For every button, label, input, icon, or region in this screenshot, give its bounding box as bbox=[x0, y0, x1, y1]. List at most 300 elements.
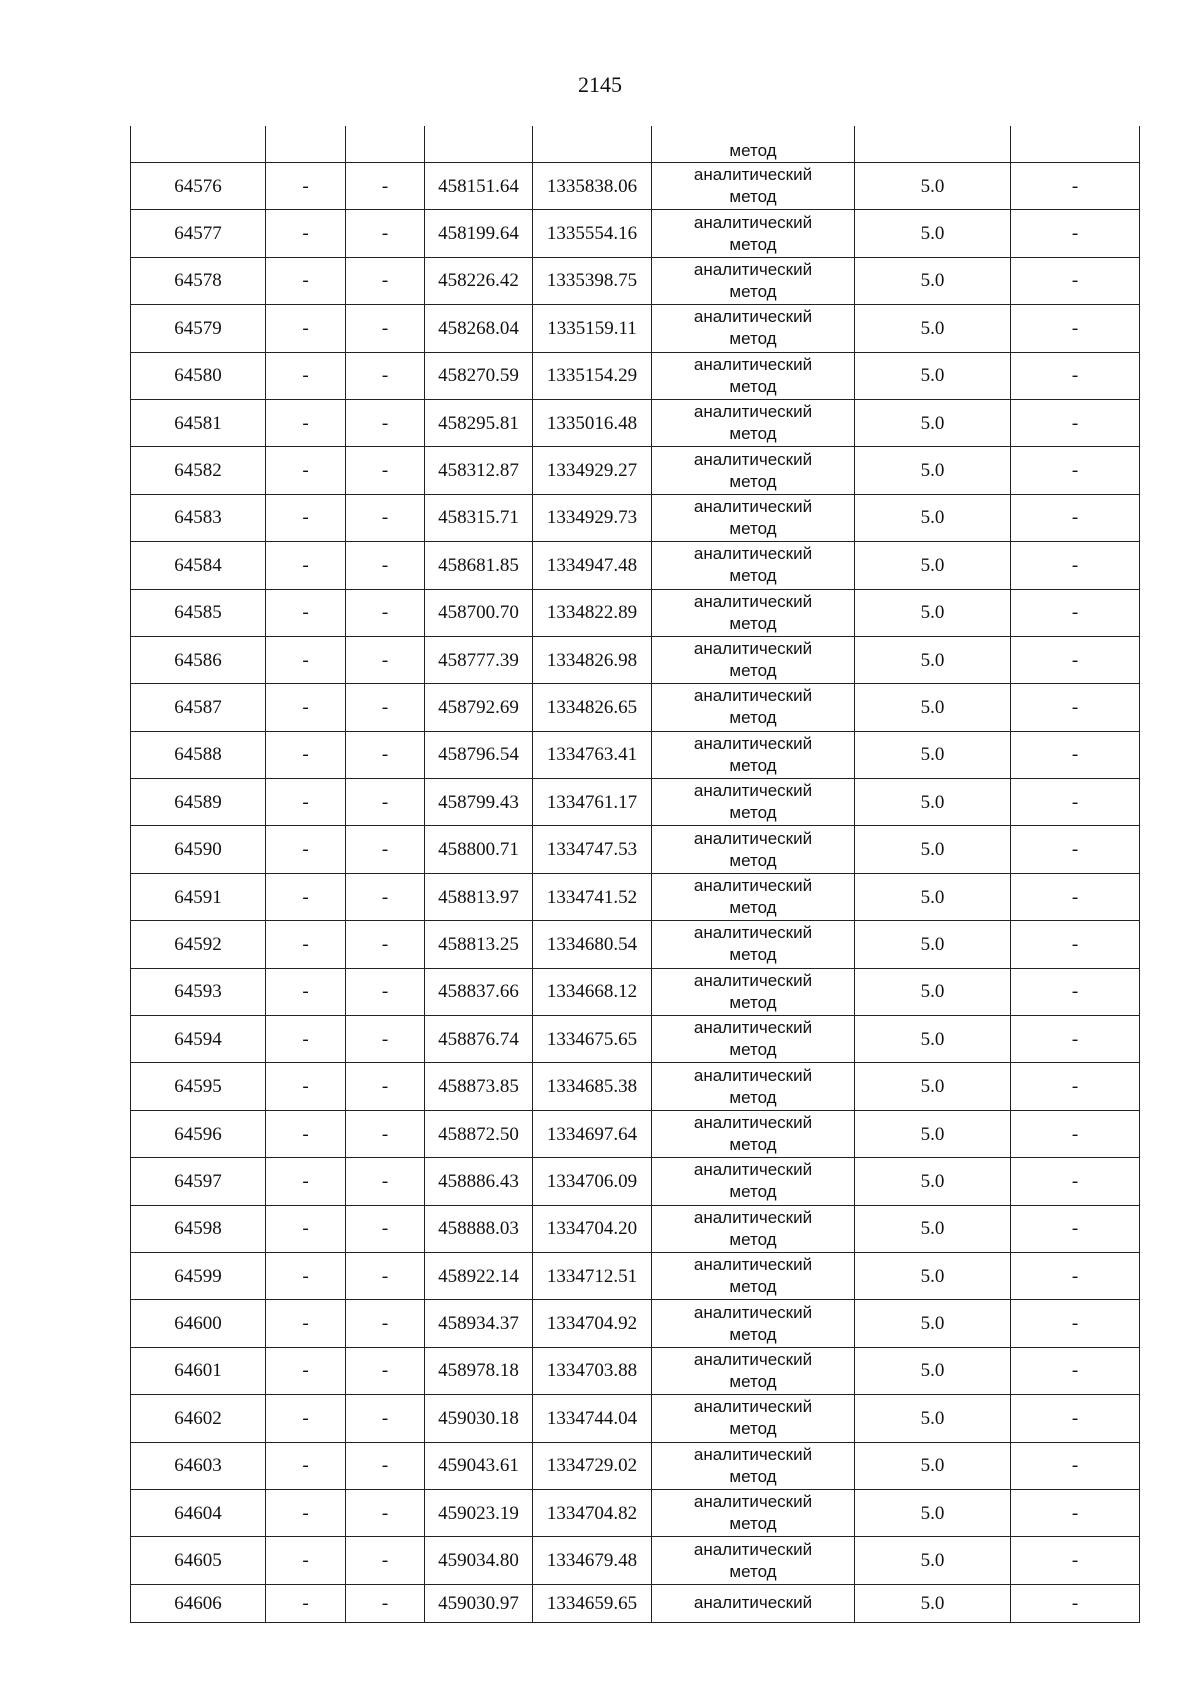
cell-col8: - bbox=[1011, 1205, 1140, 1252]
cell-method bbox=[652, 1442, 855, 1489]
page-number: 2145 bbox=[578, 72, 622, 97]
cell-col2: - bbox=[266, 1063, 346, 1110]
method-line-1: аналитический bbox=[693, 781, 813, 801]
cell-x: 458876.74 bbox=[425, 1016, 533, 1063]
method-line-2: метод bbox=[729, 661, 777, 681]
cell-x: 458813.97 bbox=[425, 873, 533, 920]
method-line-1: аналитический bbox=[693, 1492, 813, 1512]
method-line-2: метод bbox=[729, 1182, 777, 1202]
cell-col3: - bbox=[346, 1489, 425, 1536]
cell-precision: 5.0 bbox=[855, 1158, 1011, 1205]
method-line-1: аналитический bbox=[693, 165, 813, 185]
cell-id: 64604 bbox=[131, 1489, 266, 1536]
cell-method bbox=[652, 921, 855, 968]
cell-col8: - bbox=[1011, 305, 1140, 352]
cell-id: 64576 bbox=[131, 163, 266, 210]
cell-precision: 5.0 bbox=[855, 968, 1011, 1015]
cell-col3: - bbox=[346, 542, 425, 589]
method-line-2: метод bbox=[729, 755, 777, 775]
cell-col3: - bbox=[346, 1300, 425, 1347]
cell-precision: 5.0 bbox=[855, 257, 1011, 304]
cell-x: 458792.69 bbox=[425, 684, 533, 731]
cell-col3: - bbox=[346, 1537, 425, 1584]
cell-col3: - bbox=[346, 589, 425, 636]
method-line-1: аналитический bbox=[693, 876, 813, 896]
table-row bbox=[131, 447, 1140, 494]
cell-x: 458888.03 bbox=[425, 1205, 533, 1252]
cell-y: 1334706.09 bbox=[533, 1158, 652, 1205]
method-line-1: аналитический bbox=[693, 828, 813, 848]
method-line-1: аналитический bbox=[693, 1065, 813, 1085]
method-line-2: метод bbox=[729, 613, 777, 633]
cell-method bbox=[652, 968, 855, 1015]
table-row bbox=[131, 1395, 1140, 1442]
method-line-1: аналитический bbox=[693, 1397, 813, 1417]
method-line-1: аналитический bbox=[693, 1349, 813, 1369]
cell-col2: - bbox=[266, 731, 346, 778]
cell-method bbox=[652, 1395, 855, 1442]
cell-method bbox=[652, 1063, 855, 1110]
method-line-2: метод bbox=[729, 945, 777, 965]
cell-col8: - bbox=[1011, 399, 1140, 446]
cell-col8: - bbox=[1011, 163, 1140, 210]
table-row bbox=[131, 399, 1140, 446]
cell-id: 64595 bbox=[131, 1063, 266, 1110]
cell-y: 1334703.88 bbox=[533, 1347, 652, 1394]
cell-method bbox=[652, 731, 855, 778]
cell-col3: - bbox=[346, 447, 425, 494]
cell-col8: - bbox=[1011, 684, 1140, 731]
cell-method bbox=[652, 305, 855, 352]
method-line-2: метод bbox=[729, 803, 777, 823]
cell-id: 64606 bbox=[131, 1584, 266, 1622]
cell-y: 1334741.52 bbox=[533, 873, 652, 920]
cell-col2: - bbox=[266, 826, 346, 873]
cell-id: 64588 bbox=[131, 731, 266, 778]
cell-col3: - bbox=[346, 399, 425, 446]
cell-precision: 5.0 bbox=[855, 1016, 1011, 1063]
cell-x: 458800.71 bbox=[425, 826, 533, 873]
table-row bbox=[131, 684, 1140, 731]
cell-col2: - bbox=[266, 1300, 346, 1347]
cell-id: 64582 bbox=[131, 447, 266, 494]
cell-col8: - bbox=[1011, 731, 1140, 778]
cell-col8: - bbox=[1011, 1584, 1140, 1622]
cell-y: 1334697.64 bbox=[533, 1110, 652, 1157]
cell-id: 64605 bbox=[131, 1537, 266, 1584]
cell-id: 64594 bbox=[131, 1016, 266, 1063]
cell-x: 458799.43 bbox=[425, 779, 533, 826]
method-line-2: метод bbox=[729, 518, 777, 538]
table-row bbox=[131, 1158, 1140, 1205]
cell-col8 bbox=[1011, 126, 1140, 163]
cell-col3: - bbox=[346, 731, 425, 778]
method-line-2: метод bbox=[729, 234, 777, 254]
method-line-2: метод bbox=[729, 708, 777, 728]
cell-col8: - bbox=[1011, 352, 1140, 399]
cell-y: 1334747.53 bbox=[533, 826, 652, 873]
cell-x: 458226.42 bbox=[425, 257, 533, 304]
table-row bbox=[131, 779, 1140, 826]
cell-y: 1334947.48 bbox=[533, 542, 652, 589]
cell-method bbox=[652, 873, 855, 920]
method-line-1: аналитический bbox=[693, 733, 813, 753]
cell-id: 64591 bbox=[131, 873, 266, 920]
cell-y: 1334704.82 bbox=[533, 1489, 652, 1536]
cell-precision: 5.0 bbox=[855, 826, 1011, 873]
method-line-1: аналитический bbox=[693, 307, 813, 327]
cell-col2: - bbox=[266, 163, 346, 210]
method-line-1: аналитический bbox=[693, 1255, 813, 1275]
method-line-2: метод bbox=[729, 1135, 777, 1154]
cell-x: 459043.61 bbox=[425, 1442, 533, 1489]
cell-precision: 5.0 bbox=[855, 494, 1011, 541]
method-line-1: аналитический bbox=[693, 1593, 813, 1613]
cell-col3: - bbox=[346, 1442, 425, 1489]
cell-precision: 5.0 bbox=[855, 163, 1011, 210]
table-row bbox=[131, 1063, 1140, 1110]
cell-precision: 5.0 bbox=[855, 542, 1011, 589]
cell-method: метод bbox=[652, 126, 855, 163]
cell-y: 1335016.48 bbox=[533, 399, 652, 446]
method-line-2: метод bbox=[729, 1040, 777, 1060]
cell-col3: - bbox=[346, 636, 425, 683]
cell-col3 bbox=[346, 126, 425, 163]
cell-col8: - bbox=[1011, 1110, 1140, 1157]
cell-col2: - bbox=[266, 636, 346, 683]
table-row bbox=[131, 352, 1140, 399]
table-row bbox=[131, 968, 1140, 1015]
cell-x: 459030.97 bbox=[425, 1584, 533, 1622]
cell-col2: - bbox=[266, 210, 346, 257]
table-row bbox=[131, 257, 1140, 304]
cell-col8: - bbox=[1011, 636, 1140, 683]
method-line-1: аналитический bbox=[693, 1018, 813, 1038]
cell-method bbox=[652, 494, 855, 541]
method-line-1: аналитический bbox=[693, 544, 813, 564]
cell-method bbox=[652, 589, 855, 636]
method-line-2: метод bbox=[729, 1561, 777, 1581]
cell-col3: - bbox=[346, 873, 425, 920]
cell-col3: - bbox=[346, 305, 425, 352]
cell-id: 64577 bbox=[131, 210, 266, 257]
cell-method bbox=[652, 1158, 855, 1205]
cell-y: 1334668.12 bbox=[533, 968, 652, 1015]
cell-x: 458777.39 bbox=[425, 636, 533, 683]
table-row bbox=[131, 1489, 1140, 1536]
cell-method bbox=[652, 447, 855, 494]
cell-x: 458837.66 bbox=[425, 968, 533, 1015]
cell-id: 64590 bbox=[131, 826, 266, 873]
method-line-1: аналитический bbox=[693, 639, 813, 659]
cell-precision: 5.0 bbox=[855, 1252, 1011, 1299]
table-row bbox=[131, 1205, 1140, 1252]
cell-method bbox=[652, 1110, 855, 1157]
method-line-1: аналитический bbox=[693, 449, 813, 469]
cell-x: 458796.54 bbox=[425, 731, 533, 778]
cell-precision: 5.0 bbox=[855, 352, 1011, 399]
cell-precision: 5.0 bbox=[855, 731, 1011, 778]
method-line-1: аналитический bbox=[693, 1160, 813, 1180]
cell-precision: 5.0 bbox=[855, 779, 1011, 826]
cell-precision: 5.0 bbox=[855, 1442, 1011, 1489]
cell-col3: - bbox=[346, 684, 425, 731]
table-row bbox=[131, 1300, 1140, 1347]
method-line-1: аналитический bbox=[693, 970, 813, 990]
cell-y: 1335398.75 bbox=[533, 257, 652, 304]
cell-col8: - bbox=[1011, 1395, 1140, 1442]
table-body bbox=[131, 126, 1140, 1622]
cell-col2: - bbox=[266, 589, 346, 636]
cell-col2: - bbox=[266, 1347, 346, 1394]
cell-y: 1334826.65 bbox=[533, 684, 652, 731]
cell-method bbox=[652, 1016, 855, 1063]
cell-col8: - bbox=[1011, 1489, 1140, 1536]
cell-method bbox=[652, 826, 855, 873]
cell-col2: - bbox=[266, 399, 346, 446]
cell-precision: 5.0 bbox=[855, 1489, 1011, 1536]
table-row bbox=[131, 1016, 1140, 1063]
method-line-2: метод bbox=[729, 329, 777, 349]
table-row bbox=[131, 1442, 1140, 1489]
cell-precision: 5.0 bbox=[855, 1205, 1011, 1252]
cell-method bbox=[652, 257, 855, 304]
cell-col2: - bbox=[266, 352, 346, 399]
cell-y: 1334744.04 bbox=[533, 1395, 652, 1442]
cell-col8: - bbox=[1011, 968, 1140, 1015]
method-line-1: аналитический bbox=[693, 1113, 813, 1132]
cell-id: 64603 bbox=[131, 1442, 266, 1489]
cell-id: 64596 bbox=[131, 1110, 266, 1157]
cell-precision: 5.0 bbox=[855, 1584, 1011, 1622]
table-row bbox=[131, 921, 1140, 968]
cell-precision: 5.0 bbox=[855, 305, 1011, 352]
cell-y: 1334712.51 bbox=[533, 1252, 652, 1299]
method-line-1: аналитический bbox=[693, 923, 813, 943]
cell-col8: - bbox=[1011, 447, 1140, 494]
method-line-2: метод bbox=[729, 1371, 777, 1391]
method-line-1: аналитический bbox=[693, 591, 813, 611]
cell-col8: - bbox=[1011, 1016, 1140, 1063]
cell-id: 64593 bbox=[131, 968, 266, 1015]
table-row bbox=[131, 1110, 1140, 1157]
cell-col2: - bbox=[266, 1252, 346, 1299]
cell-precision: 5.0 bbox=[855, 684, 1011, 731]
cell-precision: 5.0 bbox=[855, 589, 1011, 636]
cell-x: 459023.19 bbox=[425, 1489, 533, 1536]
cell-id: 64599 bbox=[131, 1252, 266, 1299]
table-row bbox=[131, 494, 1140, 541]
method-line-2: метод bbox=[729, 1277, 777, 1297]
cell-col8: - bbox=[1011, 826, 1140, 873]
table-row-continued bbox=[131, 126, 1140, 163]
cell-col3: - bbox=[346, 1110, 425, 1157]
cell-x: 458151.64 bbox=[425, 163, 533, 210]
cell-col2: - bbox=[266, 447, 346, 494]
method-line-1: аналитический bbox=[693, 1207, 813, 1227]
cell-x bbox=[425, 126, 533, 163]
cell-method bbox=[652, 210, 855, 257]
method-line-2: метод bbox=[729, 898, 777, 918]
cell-y: 1334675.65 bbox=[533, 1016, 652, 1063]
cell-method bbox=[652, 636, 855, 683]
cell-method bbox=[652, 399, 855, 446]
cell-x: 459034.80 bbox=[425, 1537, 533, 1584]
cell-x: 458700.70 bbox=[425, 589, 533, 636]
cell-col3: - bbox=[346, 968, 425, 1015]
cell-col3: - bbox=[346, 352, 425, 399]
cell-y: 1334826.98 bbox=[533, 636, 652, 683]
cell-col2: - bbox=[266, 1110, 346, 1157]
method-line-1: аналитический bbox=[693, 496, 813, 516]
cell-col8: - bbox=[1011, 1158, 1140, 1205]
cell-col2: - bbox=[266, 1489, 346, 1536]
method-line-2: метод bbox=[729, 471, 777, 491]
cell-precision: 5.0 bbox=[855, 1110, 1011, 1157]
cell-precision: 5.0 bbox=[855, 636, 1011, 683]
method-line-2: метод bbox=[729, 566, 777, 586]
cell-col3: - bbox=[346, 1252, 425, 1299]
cell-x: 458199.64 bbox=[425, 210, 533, 257]
cell-y: 1334763.41 bbox=[533, 731, 652, 778]
method-line-1: аналитический bbox=[693, 354, 813, 374]
cell-method bbox=[652, 1300, 855, 1347]
cell-id: 64583 bbox=[131, 494, 266, 541]
cell-col2: - bbox=[266, 1205, 346, 1252]
method-line-1: аналитический bbox=[693, 1302, 813, 1322]
cell-y: 1334679.48 bbox=[533, 1537, 652, 1584]
cell-col8: - bbox=[1011, 1063, 1140, 1110]
cell-col2: - bbox=[266, 257, 346, 304]
cell-method bbox=[652, 1205, 855, 1252]
cell-col2: - bbox=[266, 873, 346, 920]
cell-precision: 5.0 bbox=[855, 1300, 1011, 1347]
cell-col8: - bbox=[1011, 1252, 1140, 1299]
cell-x: 458978.18 bbox=[425, 1347, 533, 1394]
cell-x: 458873.85 bbox=[425, 1063, 533, 1110]
cell-y: 1334704.92 bbox=[533, 1300, 652, 1347]
cell-col8: - bbox=[1011, 257, 1140, 304]
method-line-1: аналитический bbox=[693, 1444, 813, 1464]
cell-col8: - bbox=[1011, 1347, 1140, 1394]
cell-col2 bbox=[266, 126, 346, 163]
cell-col3: - bbox=[346, 826, 425, 873]
method-line-2: метод bbox=[729, 1466, 777, 1486]
cell-id: 64600 bbox=[131, 1300, 266, 1347]
cell-x: 458813.25 bbox=[425, 921, 533, 968]
cell-col3: - bbox=[346, 1158, 425, 1205]
cell-y: 1334680.54 bbox=[533, 921, 652, 968]
cell-id: 64587 bbox=[131, 684, 266, 731]
cell-precision: 5.0 bbox=[855, 1347, 1011, 1394]
method-line-2: метод bbox=[729, 992, 777, 1012]
cell-y: 1334659.65 bbox=[533, 1584, 652, 1622]
cell-y: 1334704.20 bbox=[533, 1205, 652, 1252]
cell-precision: 5.0 bbox=[855, 1063, 1011, 1110]
table-row bbox=[131, 1584, 1140, 1622]
cell-x: 458872.50 bbox=[425, 1110, 533, 1157]
method-line-2: метод bbox=[729, 1324, 777, 1344]
cell-id: 64586 bbox=[131, 636, 266, 683]
cell-col3: - bbox=[346, 494, 425, 541]
method-line-2: метод bbox=[729, 424, 777, 444]
cell-x: 458934.37 bbox=[425, 1300, 533, 1347]
cell-id: 64601 bbox=[131, 1347, 266, 1394]
cell-y: 1334729.02 bbox=[533, 1442, 652, 1489]
cell-id: 64581 bbox=[131, 399, 266, 446]
cell-method bbox=[652, 1584, 855, 1622]
method-line-1: аналитический bbox=[693, 402, 813, 422]
cell-col3: - bbox=[346, 1584, 425, 1622]
cell-x: 458886.43 bbox=[425, 1158, 533, 1205]
cell-col2: - bbox=[266, 921, 346, 968]
cell-col3: - bbox=[346, 1205, 425, 1252]
cell-col3: - bbox=[346, 921, 425, 968]
method-line-2: метод bbox=[729, 187, 777, 207]
cell-x: 458922.14 bbox=[425, 1252, 533, 1299]
cell-id: 64584 bbox=[131, 542, 266, 589]
cell-col8: - bbox=[1011, 210, 1140, 257]
cell-col3: - bbox=[346, 163, 425, 210]
cell-id: 64602 bbox=[131, 1395, 266, 1442]
cell-col2: - bbox=[266, 779, 346, 826]
coordinates-table bbox=[130, 126, 1140, 1623]
cell-id: 64598 bbox=[131, 1205, 266, 1252]
cell-method bbox=[652, 163, 855, 210]
cell-method bbox=[652, 352, 855, 399]
cell-col8: - bbox=[1011, 1442, 1140, 1489]
cell-col2: - bbox=[266, 494, 346, 541]
cell-col2: - bbox=[266, 1016, 346, 1063]
cell-x: 458315.71 bbox=[425, 494, 533, 541]
method-line-2: метод bbox=[729, 1419, 777, 1439]
cell-method bbox=[652, 779, 855, 826]
cell-col2: - bbox=[266, 1442, 346, 1489]
cell-col2: - bbox=[266, 1158, 346, 1205]
cell-col3: - bbox=[346, 210, 425, 257]
cell-y: 1335554.16 bbox=[533, 210, 652, 257]
cell-col3: - bbox=[346, 779, 425, 826]
cell-y: 1334822.89 bbox=[533, 589, 652, 636]
cell-y: 1335154.29 bbox=[533, 352, 652, 399]
method-line-1: аналитический bbox=[693, 686, 813, 706]
cell-x: 458312.87 bbox=[425, 447, 533, 494]
cell-method bbox=[652, 684, 855, 731]
cell-col2: - bbox=[266, 1395, 346, 1442]
cell-y: 1334929.27 bbox=[533, 447, 652, 494]
cell-precision: 5.0 bbox=[855, 1395, 1011, 1442]
method-line-2: метод bbox=[729, 850, 777, 870]
cell-precision: 5.0 bbox=[855, 210, 1011, 257]
cell-col3: - bbox=[346, 1063, 425, 1110]
method-line-2: метод bbox=[729, 376, 777, 396]
cell-x: 459030.18 bbox=[425, 1395, 533, 1442]
cell-precision: 5.0 bbox=[855, 399, 1011, 446]
table-row bbox=[131, 163, 1140, 210]
cell-precision: 5.0 bbox=[855, 873, 1011, 920]
cell-col8: - bbox=[1011, 779, 1140, 826]
method-line-1: аналитический bbox=[693, 212, 813, 232]
table-row bbox=[131, 589, 1140, 636]
cell-method bbox=[652, 1347, 855, 1394]
cell-id bbox=[131, 126, 266, 163]
cell-method bbox=[652, 1537, 855, 1584]
cell-id: 64579 bbox=[131, 305, 266, 352]
cell-col3: - bbox=[346, 257, 425, 304]
cell-id: 64589 bbox=[131, 779, 266, 826]
cell-col8: - bbox=[1011, 873, 1140, 920]
cell-col2: - bbox=[266, 684, 346, 731]
